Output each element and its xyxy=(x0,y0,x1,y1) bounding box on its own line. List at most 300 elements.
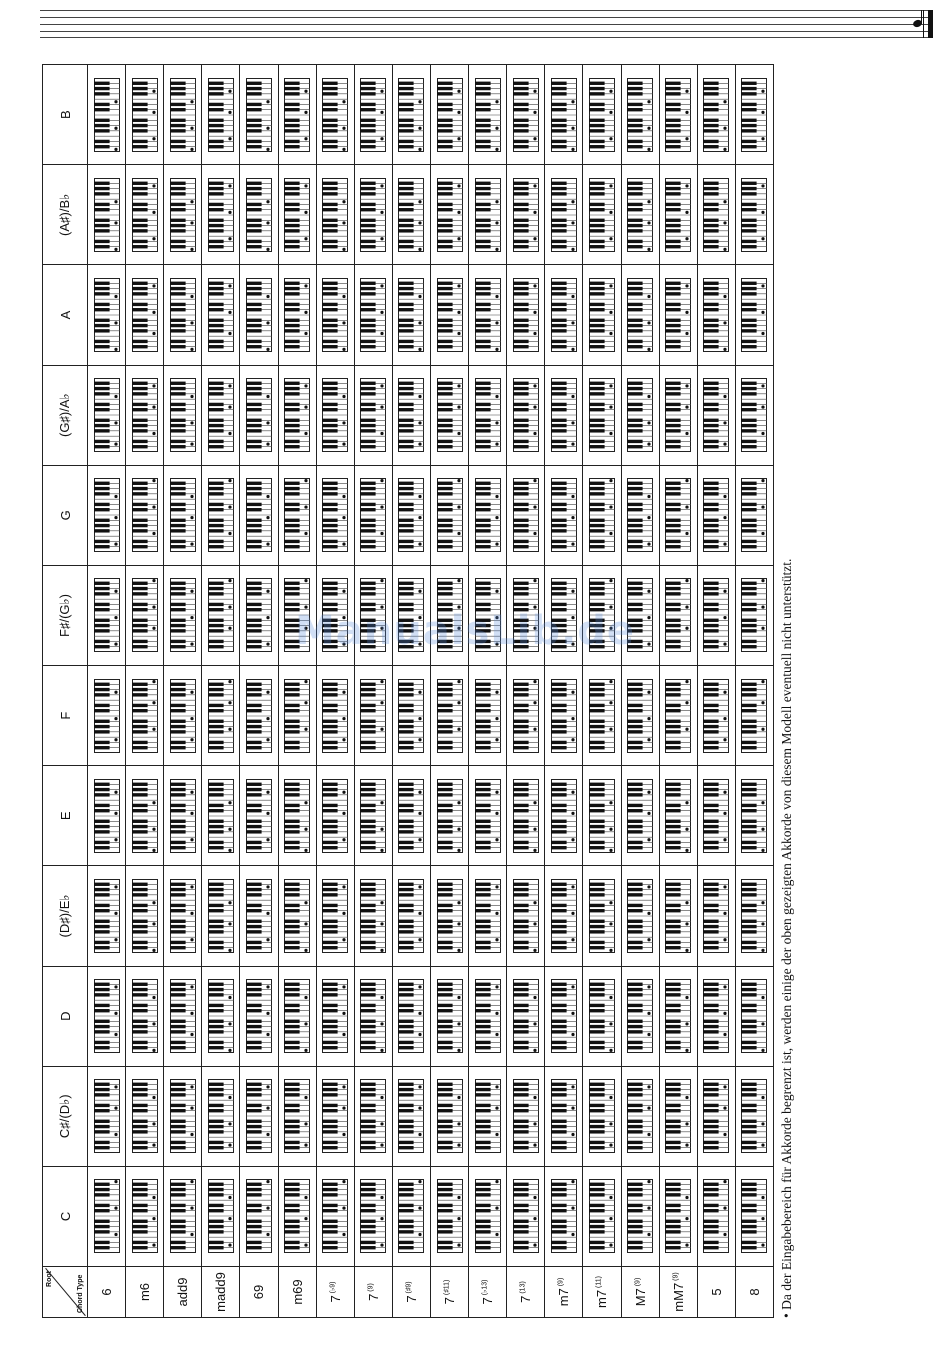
chord-cell xyxy=(659,1066,697,1166)
chord-type-label xyxy=(659,1267,697,1318)
chord-cell xyxy=(659,666,697,766)
chord-keyboard-diagram xyxy=(360,578,386,652)
chord-keyboard-diagram xyxy=(627,1079,653,1153)
chord-keyboard-diagram xyxy=(132,78,158,152)
chord-cell xyxy=(278,165,316,265)
chord-cell xyxy=(126,966,164,1066)
root-header: (D♯)/E♭ xyxy=(43,866,88,966)
chord-keyboard-diagram xyxy=(246,278,272,352)
chord-keyboard-diagram xyxy=(741,1079,767,1153)
chord-cell xyxy=(240,966,278,1066)
root-header: A xyxy=(43,265,88,365)
chord-cell xyxy=(164,565,202,665)
chord-keyboard-diagram xyxy=(741,578,767,652)
chord-keyboard-diagram xyxy=(360,178,386,252)
chord-type-extension: (♯9) xyxy=(405,1281,413,1296)
chord-type-base: 69 xyxy=(251,1284,267,1300)
chord-keyboard-diagram xyxy=(208,879,234,953)
root-header: C♯/(D♭) xyxy=(43,1066,88,1166)
chord-keyboard-diagram xyxy=(132,879,158,953)
chord-keyboard-diagram xyxy=(627,78,653,152)
chord-cell xyxy=(240,866,278,966)
chord-cell xyxy=(202,866,240,966)
chord-cell xyxy=(507,165,545,265)
chord-cell xyxy=(469,365,507,465)
chord-cell xyxy=(545,165,583,265)
chord-keyboard-diagram xyxy=(170,979,196,1053)
chord-cell xyxy=(88,565,126,665)
chord-cell xyxy=(507,1066,545,1166)
chord-keyboard-diagram xyxy=(551,879,577,953)
chord-type-label xyxy=(164,1267,202,1318)
chord-keyboard-diagram xyxy=(665,1079,691,1153)
chord-keyboard-diagram xyxy=(513,78,539,152)
chord-row xyxy=(278,65,316,1318)
chord-keyboard-diagram xyxy=(513,378,539,452)
chord-cell xyxy=(697,65,735,165)
chord-cell xyxy=(507,866,545,966)
chord-keyboard-diagram xyxy=(132,378,158,452)
chord-keyboard-diagram xyxy=(284,679,310,753)
chord-cell xyxy=(392,766,430,866)
chord-keyboard-diagram xyxy=(94,1079,120,1153)
chord-cell xyxy=(659,866,697,966)
chord-cell xyxy=(507,565,545,665)
chord-row xyxy=(240,65,278,1318)
chord-type-label xyxy=(202,1267,240,1318)
chord-cell xyxy=(278,265,316,365)
chord-keyboard-diagram xyxy=(475,478,501,552)
chord-cell xyxy=(659,966,697,1066)
chord-cell xyxy=(316,265,354,365)
chord-row xyxy=(202,65,240,1318)
chord-cell xyxy=(354,165,392,265)
chord-keyboard-diagram xyxy=(703,1179,729,1253)
chord-keyboard-diagram xyxy=(589,478,615,552)
chord-type-base: mM7 xyxy=(670,1282,686,1312)
chord-cell xyxy=(354,265,392,365)
chord-cell xyxy=(240,265,278,365)
chord-keyboard-diagram xyxy=(437,1179,463,1253)
chord-cell xyxy=(735,565,773,665)
chord-cell xyxy=(621,65,659,165)
chord-cell xyxy=(354,766,392,866)
chord-keyboard-diagram xyxy=(94,679,120,753)
chord-cell xyxy=(659,1166,697,1266)
chord-keyboard-diagram xyxy=(665,779,691,853)
chord-keyboard-diagram xyxy=(665,578,691,652)
chord-row xyxy=(354,65,392,1318)
chord-keyboard-diagram xyxy=(627,378,653,452)
chord-keyboard-diagram xyxy=(132,1079,158,1153)
chord-cell xyxy=(316,766,354,866)
chord-type-extension: (9) xyxy=(672,1272,680,1283)
chord-cell xyxy=(697,565,735,665)
chord-keyboard-diagram xyxy=(475,979,501,1053)
chord-keyboard-diagram xyxy=(246,78,272,152)
chord-cell xyxy=(354,666,392,766)
chord-cell xyxy=(126,866,164,966)
chord-keyboard-diagram xyxy=(208,578,234,652)
chord-cell xyxy=(507,766,545,866)
chord-cell xyxy=(164,966,202,1066)
chord-keyboard-diagram xyxy=(437,578,463,652)
chord-cell xyxy=(735,1066,773,1166)
chord-keyboard-diagram xyxy=(360,78,386,152)
chord-cell xyxy=(583,666,621,766)
chord-keyboard-diagram xyxy=(589,578,615,652)
chord-keyboard-diagram xyxy=(246,679,272,753)
chord-cell xyxy=(164,766,202,866)
chord-keyboard-diagram xyxy=(475,78,501,152)
chord-keyboard-diagram xyxy=(170,879,196,953)
chord-cell xyxy=(278,65,316,165)
chord-cell xyxy=(545,966,583,1066)
chord-cell xyxy=(697,966,735,1066)
root-header: (A♯)/B♭ xyxy=(43,165,88,265)
chord-keyboard-diagram xyxy=(627,278,653,352)
chord-cell xyxy=(316,866,354,966)
chord-keyboard-diagram xyxy=(437,979,463,1053)
chord-cell xyxy=(469,165,507,265)
chord-cell xyxy=(507,265,545,365)
chord-cell xyxy=(88,365,126,465)
chord-cell xyxy=(583,766,621,866)
chord-keyboard-diagram xyxy=(703,378,729,452)
chord-keyboard-diagram xyxy=(665,879,691,953)
chord-keyboard-diagram xyxy=(322,278,348,352)
chord-cell xyxy=(278,565,316,665)
chord-keyboard-diagram xyxy=(665,78,691,152)
chord-keyboard-diagram xyxy=(246,378,272,452)
chord-cell xyxy=(430,666,468,766)
chord-keyboard-diagram xyxy=(665,1179,691,1253)
chord-cell xyxy=(430,65,468,165)
chord-keyboard-diagram xyxy=(741,779,767,853)
chord-cell xyxy=(316,1066,354,1166)
chord-cell xyxy=(126,65,164,165)
chord-keyboard-diagram xyxy=(322,478,348,552)
chord-keyboard-diagram xyxy=(475,1079,501,1153)
chord-keyboard-diagram xyxy=(284,979,310,1053)
chord-cell xyxy=(430,766,468,866)
chord-cell xyxy=(202,966,240,1066)
chord-cell xyxy=(469,866,507,966)
chord-keyboard-diagram xyxy=(513,679,539,753)
chord-cell xyxy=(240,1066,278,1166)
chord-type-extension: (9) xyxy=(558,1277,566,1289)
chord-type-label xyxy=(240,1267,278,1318)
chord-keyboard-diagram xyxy=(94,1179,120,1253)
chord-cell xyxy=(126,165,164,265)
chord-cell xyxy=(202,565,240,665)
chord-cell xyxy=(240,365,278,465)
chord-cell xyxy=(354,1066,392,1166)
chord-keyboard-diagram xyxy=(246,578,272,652)
chord-cell xyxy=(621,565,659,665)
chord-type-label xyxy=(583,1267,621,1318)
chord-keyboard-diagram xyxy=(208,78,234,152)
corner-type-label: Chord Type xyxy=(77,1274,84,1313)
chord-keyboard-diagram xyxy=(322,1179,348,1253)
chord-cell xyxy=(735,666,773,766)
chord-keyboard-diagram xyxy=(94,278,120,352)
chord-keyboard-diagram xyxy=(627,879,653,953)
chord-cell xyxy=(126,565,164,665)
chord-cell xyxy=(621,866,659,966)
chord-keyboard-diagram xyxy=(589,1179,615,1253)
chord-cell xyxy=(545,666,583,766)
chord-keyboard-diagram xyxy=(703,679,729,753)
chord-keyboard-diagram xyxy=(132,779,158,853)
chord-keyboard-diagram xyxy=(513,278,539,352)
chord-keyboard-diagram xyxy=(513,578,539,652)
chord-keyboard-diagram xyxy=(398,1179,424,1253)
chord-cell xyxy=(88,766,126,866)
chord-table xyxy=(42,64,774,1318)
chord-keyboard-diagram xyxy=(208,178,234,252)
chord-keyboard-diagram xyxy=(703,979,729,1053)
chord-keyboard-diagram xyxy=(703,278,729,352)
chord-type-extension: (9) xyxy=(367,1283,375,1294)
chord-keyboard-diagram xyxy=(665,478,691,552)
chord-type-extension: (♭9) xyxy=(329,1281,337,1296)
chord-keyboard-diagram xyxy=(170,1079,196,1153)
chord-row xyxy=(659,65,697,1318)
chord-keyboard-diagram xyxy=(551,78,577,152)
chord-cell xyxy=(126,766,164,866)
chord-keyboard-diagram xyxy=(322,578,348,652)
chord-keyboard-diagram xyxy=(665,178,691,252)
chord-cell xyxy=(88,1066,126,1166)
chord-keyboard-diagram xyxy=(627,578,653,652)
chord-cell xyxy=(240,465,278,565)
chord-keyboard-diagram xyxy=(360,779,386,853)
chord-keyboard-diagram xyxy=(132,1179,158,1253)
chord-cell xyxy=(469,65,507,165)
chord-cell xyxy=(583,1066,621,1166)
chord-cell xyxy=(278,1166,316,1266)
chord-cell xyxy=(735,65,773,165)
chord-cell xyxy=(88,65,126,165)
chord-cell xyxy=(430,1166,468,1266)
chord-keyboard-diagram xyxy=(551,779,577,853)
chord-cell xyxy=(621,1166,659,1266)
chord-keyboard-diagram xyxy=(246,1179,272,1253)
chord-cell xyxy=(621,766,659,866)
chord-keyboard-diagram xyxy=(741,879,767,953)
chord-keyboard-diagram xyxy=(132,679,158,753)
chord-cell xyxy=(469,1166,507,1266)
chord-type-base: 7 xyxy=(480,1297,496,1305)
chord-row xyxy=(316,65,354,1318)
chord-keyboard-diagram xyxy=(703,879,729,953)
chord-cell xyxy=(392,1066,430,1166)
chord-keyboard-diagram xyxy=(437,779,463,853)
chord-cell xyxy=(354,465,392,565)
chord-keyboard-diagram xyxy=(665,979,691,1053)
chord-cell xyxy=(659,65,697,165)
chord-keyboard-diagram xyxy=(741,979,767,1053)
chord-cell xyxy=(354,866,392,966)
chord-cell xyxy=(164,265,202,365)
chord-cell xyxy=(240,1166,278,1266)
chord-cell xyxy=(583,465,621,565)
chord-cell xyxy=(392,666,430,766)
chord-keyboard-diagram xyxy=(284,578,310,652)
chord-keyboard-diagram xyxy=(322,779,348,853)
chord-cell xyxy=(126,666,164,766)
chord-type-base: m7 xyxy=(594,1289,610,1308)
chord-cell xyxy=(697,666,735,766)
chord-cell xyxy=(430,265,468,365)
chord-cell xyxy=(392,966,430,1066)
chord-cell xyxy=(164,1066,202,1166)
chord-keyboard-diagram xyxy=(437,879,463,953)
root-header: F xyxy=(43,666,88,766)
root-header: C xyxy=(43,1166,88,1266)
chord-cell xyxy=(354,365,392,465)
chord-cell xyxy=(583,365,621,465)
chord-cell xyxy=(202,766,240,866)
chord-cell xyxy=(240,165,278,265)
chord-cell xyxy=(545,65,583,165)
chord-keyboard-diagram xyxy=(170,779,196,853)
chord-cell xyxy=(202,65,240,165)
chord-keyboard-diagram xyxy=(703,78,729,152)
chord-cell xyxy=(316,565,354,665)
chord-cell xyxy=(278,766,316,866)
chord-keyboard-diagram xyxy=(437,1079,463,1153)
root-header: (G♯)/A♭ xyxy=(43,365,88,465)
chord-cell xyxy=(697,465,735,565)
chord-cell xyxy=(659,165,697,265)
chord-keyboard-diagram xyxy=(398,679,424,753)
chord-cell xyxy=(354,966,392,1066)
chord-cell xyxy=(126,1166,164,1266)
chord-keyboard-diagram xyxy=(627,478,653,552)
chord-keyboard-diagram xyxy=(551,278,577,352)
chord-keyboard-diagram xyxy=(703,178,729,252)
chord-keyboard-diagram xyxy=(398,1079,424,1153)
chord-type-base: m6 xyxy=(137,1282,153,1302)
chord-keyboard-diagram xyxy=(360,979,386,1053)
chord-keyboard-diagram xyxy=(513,1079,539,1153)
chord-type-base: 5 xyxy=(708,1288,724,1296)
chord-keyboard-diagram xyxy=(360,1179,386,1253)
chord-keyboard-diagram xyxy=(322,679,348,753)
chord-type-label xyxy=(621,1267,659,1318)
chord-type-extension: (13) xyxy=(519,1281,527,1296)
chord-cell xyxy=(507,465,545,565)
chord-type-base: 7 xyxy=(327,1295,343,1303)
chord-keyboard-diagram xyxy=(475,879,501,953)
chord-keyboard-diagram xyxy=(322,1079,348,1153)
chord-keyboard-diagram xyxy=(398,278,424,352)
chord-keyboard-diagram xyxy=(94,879,120,953)
chord-cell xyxy=(354,565,392,665)
chord-keyboard-diagram xyxy=(741,679,767,753)
chord-cell xyxy=(278,666,316,766)
chord-type-label xyxy=(392,1267,430,1318)
chord-row xyxy=(88,65,126,1318)
chord-cell xyxy=(507,65,545,165)
chord-keyboard-diagram xyxy=(741,1179,767,1253)
chord-cell xyxy=(88,666,126,766)
chord-type-extension: (9) xyxy=(634,1277,642,1289)
chord-cell xyxy=(735,866,773,966)
chord-keyboard-diagram xyxy=(398,78,424,152)
chord-keyboard-diagram xyxy=(94,578,120,652)
chord-cell xyxy=(392,65,430,165)
chord-cell xyxy=(202,165,240,265)
chord-type-base: madd9 xyxy=(213,1272,229,1312)
chord-keyboard-diagram xyxy=(551,178,577,252)
chord-cell xyxy=(88,1166,126,1266)
chord-cell xyxy=(507,1166,545,1266)
chord-cell xyxy=(316,465,354,565)
chord-cell xyxy=(430,565,468,665)
chord-type-base: add9 xyxy=(175,1277,191,1307)
corner-header xyxy=(43,1267,88,1318)
chord-cell xyxy=(430,1066,468,1166)
root-header: D xyxy=(43,966,88,1066)
chord-keyboard-diagram xyxy=(741,378,767,452)
chord-cell xyxy=(392,365,430,465)
chord-row xyxy=(469,65,507,1318)
chord-keyboard-diagram xyxy=(627,779,653,853)
chord-keyboard-diagram xyxy=(741,178,767,252)
chord-row xyxy=(392,65,430,1318)
chord-cell xyxy=(392,465,430,565)
chord-cell xyxy=(469,666,507,766)
chord-type-base: 7 xyxy=(518,1295,534,1303)
watermark: ManualsLib.de xyxy=(295,608,636,654)
chord-keyboard-diagram xyxy=(475,1179,501,1253)
chord-cell xyxy=(545,1166,583,1266)
chord-cell xyxy=(735,966,773,1066)
chord-cell xyxy=(354,65,392,165)
chord-cell xyxy=(202,1066,240,1166)
chord-keyboard-diagram xyxy=(94,979,120,1053)
chord-keyboard-diagram xyxy=(398,779,424,853)
chord-keyboard-diagram xyxy=(322,879,348,953)
chord-row xyxy=(126,65,164,1318)
chord-type-base: 7 xyxy=(365,1293,381,1301)
chord-cell xyxy=(545,265,583,365)
chord-cell xyxy=(621,1066,659,1166)
chord-type-base: m69 xyxy=(289,1279,305,1305)
chord-type-label xyxy=(469,1267,507,1318)
chord-cell xyxy=(469,265,507,365)
chord-cell xyxy=(126,465,164,565)
chord-keyboard-diagram xyxy=(741,278,767,352)
chord-cell xyxy=(316,365,354,465)
chord-keyboard-diagram xyxy=(170,679,196,753)
chord-cell xyxy=(88,866,126,966)
chord-cell xyxy=(583,65,621,165)
chord-cell xyxy=(469,465,507,565)
chord-cell xyxy=(316,65,354,165)
chord-keyboard-diagram xyxy=(703,578,729,652)
chord-cell xyxy=(659,465,697,565)
chord-cell xyxy=(621,966,659,1066)
chord-keyboard-diagram xyxy=(170,1179,196,1253)
chord-keyboard-diagram xyxy=(589,879,615,953)
chord-keyboard-diagram xyxy=(208,1079,234,1153)
chord-keyboard-diagram xyxy=(703,478,729,552)
chord-type-extension: (♭13) xyxy=(481,1279,489,1298)
